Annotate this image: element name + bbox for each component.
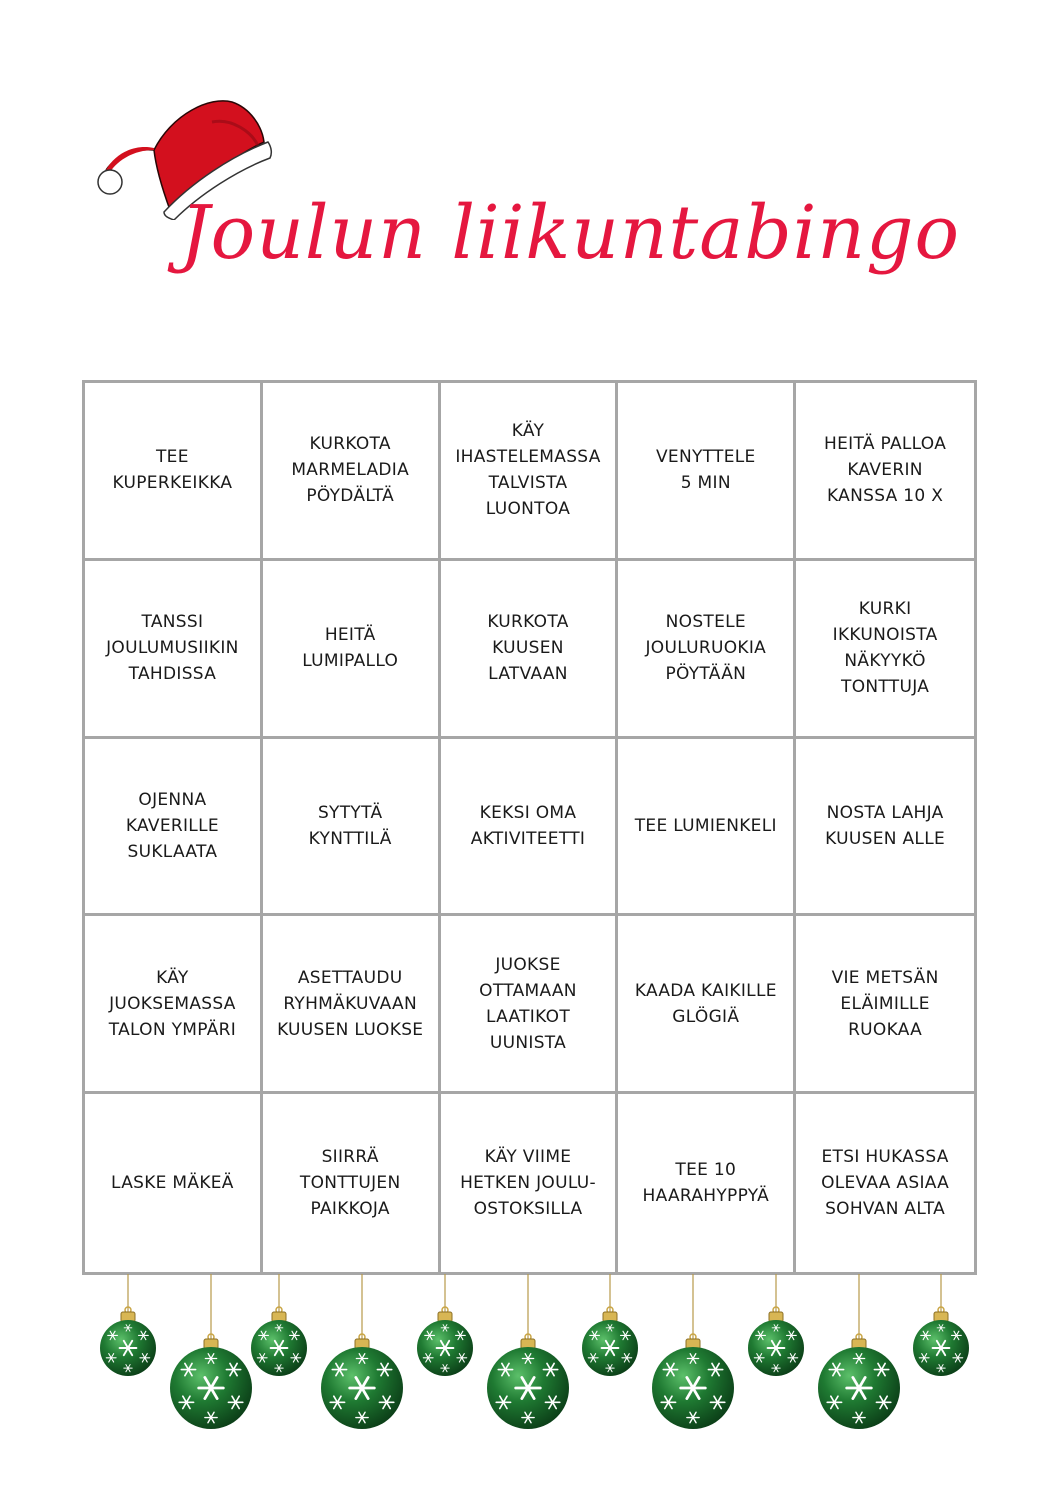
bingo-cell[interactable]: ASETTAUDU RYHMÄKUVAAN KUUSEN LUOKSE <box>263 916 441 1094</box>
bingo-cell[interactable]: KÄY IHASTELEMASSA TALVISTA LUONTOA <box>441 383 619 561</box>
bingo-cell[interactable]: VIE METSÄN ELÄIMILLE RUOKAA <box>796 916 974 1094</box>
bingo-cell[interactable]: OJENNA KAVERILLE SUKLAATA <box>85 739 263 917</box>
bingo-cell[interactable]: JUOKSE OTTAMAAN LAATIKOT UUNISTA <box>441 916 619 1094</box>
bingo-cell[interactable]: KURKOTA MARMELADIA PÖYDÄLTÄ <box>263 383 441 561</box>
christmas-bauble-icon <box>652 1274 734 1429</box>
bingo-cell[interactable]: TEE 10 HAARAHYPPYÄ <box>618 1094 796 1272</box>
bingo-cell[interactable]: NOSTA LAHJA KUUSEN ALLE <box>796 739 974 917</box>
bingo-cell[interactable]: TEE KUPERKEIKKA <box>85 383 263 561</box>
christmas-bauble-icon <box>748 1274 804 1376</box>
bingo-cell[interactable]: TANSSI JOULUMUSIIKIN TAHDISSA <box>85 561 263 739</box>
bingo-cell[interactable]: ETSI HUKASSA OLEVAA ASIAA SOHVAN ALTA <box>821 1147 950 1220</box>
bingo-cell[interactable]: VENYTTELE 5 MIN <box>618 383 796 561</box>
christmas-bauble-icon <box>818 1274 900 1429</box>
ornament-garland <box>80 1274 980 1434</box>
bingo-cell[interactable]: LASKE MÄKEÄ <box>85 1094 263 1272</box>
bingo-cell[interactable]: KEKSI OMA AKTIVITEETTI <box>441 739 619 917</box>
bingo-cell[interactable]: SYTYTÄ KYNTTILÄ <box>263 739 441 917</box>
bingo-grid <box>82 380 977 1275</box>
page-title: Joulun liikuntabingo <box>180 190 961 276</box>
christmas-bauble-icon <box>913 1274 969 1376</box>
bingo-cell[interactable]: KÄY VIIME HETKEN JOULU- OSTOKSILLA <box>441 1094 619 1272</box>
christmas-bauble-icon <box>417 1274 473 1376</box>
christmas-bauble-icon <box>582 1274 638 1376</box>
christmas-bauble-icon <box>487 1274 569 1429</box>
bingo-cell[interactable]: KURKOTA KUUSEN LATVAAN <box>441 561 619 739</box>
bingo-cell[interactable]: HEITÄ LUMIPALLO <box>263 561 441 739</box>
bingo-cell[interactable]: HEITÄ PALLOA KAVERIN KANSSA 10 X <box>796 383 974 561</box>
christmas-bauble-icon <box>100 1274 156 1376</box>
bingo-cell[interactable]: TEE LUMIENKELI <box>618 739 796 917</box>
christmas-bauble-icon <box>170 1274 252 1429</box>
bingo-cell[interactable]: KÄY JUOKSEMASSA TALON YMPÄRI <box>85 916 263 1094</box>
christmas-bauble-icon <box>251 1274 307 1376</box>
christmas-bauble-icon <box>321 1274 403 1429</box>
bingo-cell[interactable]: KAADA KAIKILLE GLÖGIÄ <box>618 916 796 1094</box>
bingo-cell[interactable]: KURKI IKKUNOISTA NÄKYYKÖ TONTTUJA <box>796 561 974 739</box>
bingo-cell[interactable]: SIIRRÄ TONTTUJEN PAIKKOJA <box>263 1094 441 1272</box>
bingo-cell[interactable]: NOSTELE JOULURUOKIA PÖYTÄÄN <box>618 561 796 739</box>
